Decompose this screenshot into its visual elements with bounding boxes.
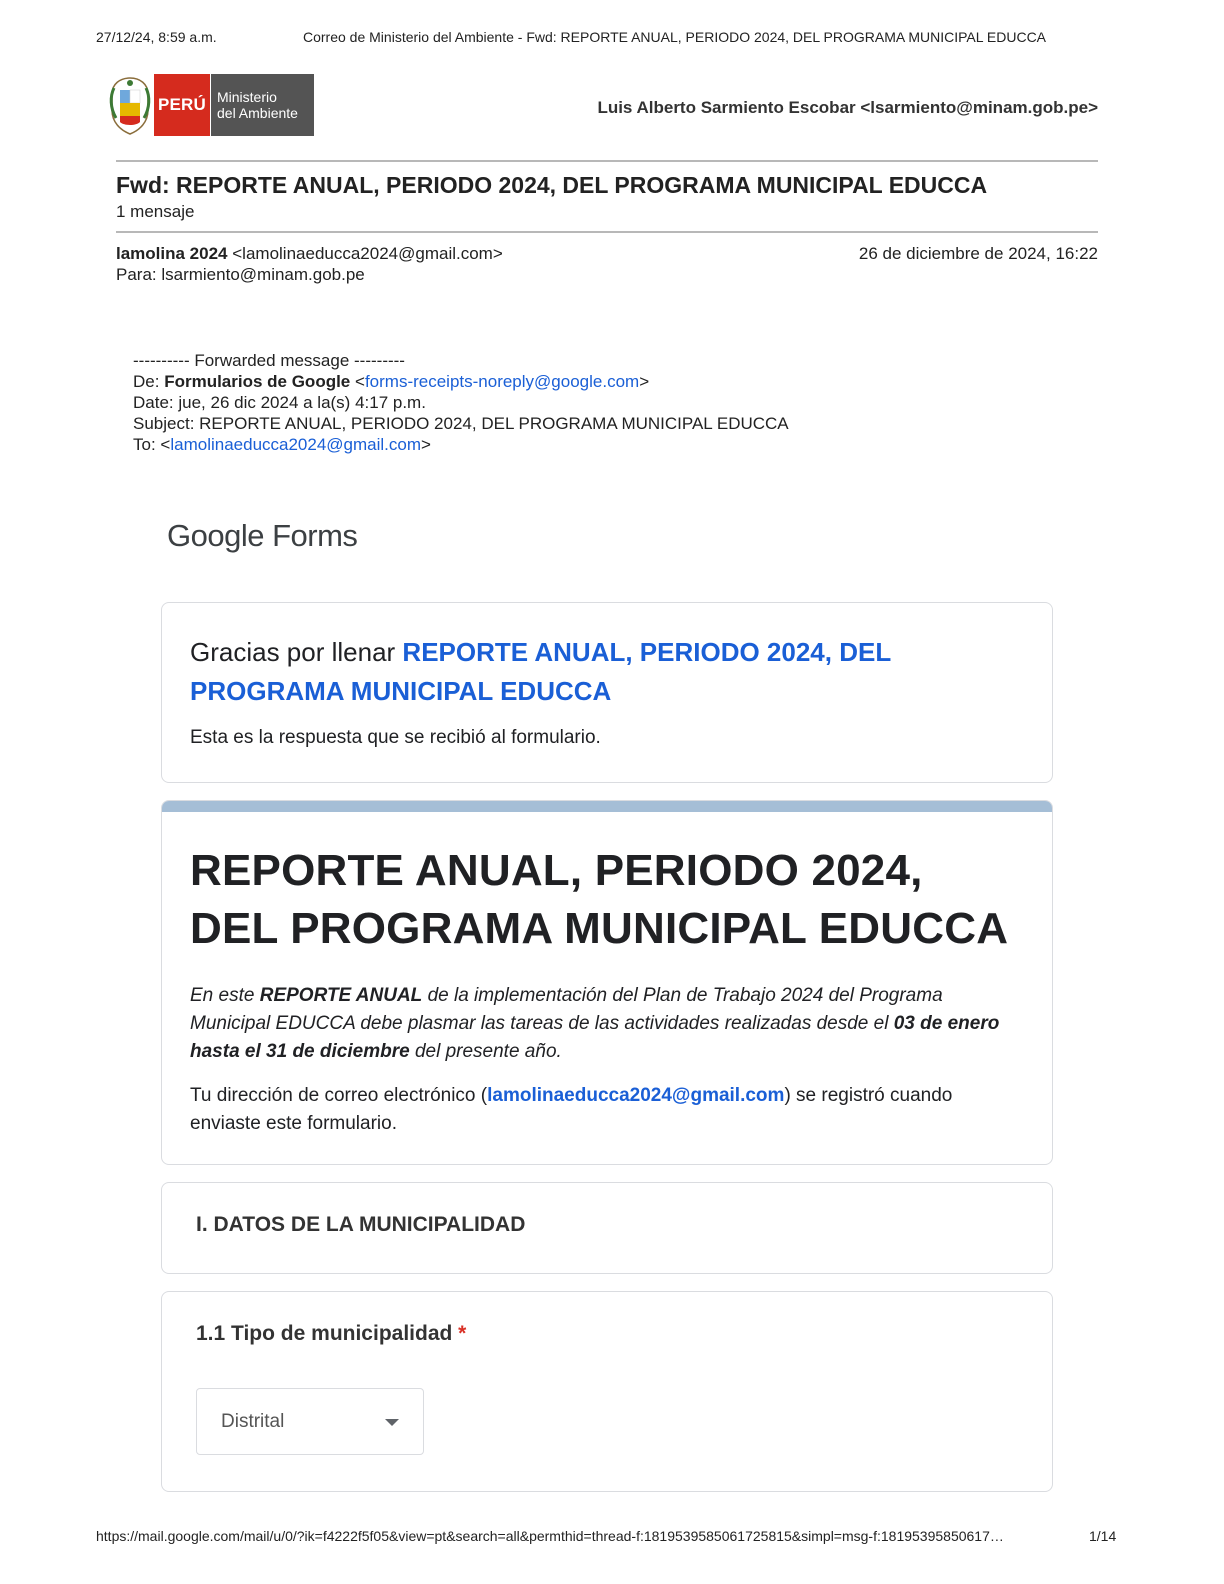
email-note-suffix: ) se registró cuando enviaste este formulario.	[190, 1085, 953, 1134]
dropdown-arrow-icon	[385, 1419, 399, 1426]
print-page-number: 1/14	[1089, 1528, 1117, 1544]
sender-email: <lamolinaeducca2024@gmail.com>	[232, 244, 503, 263]
email-note-prefix: Tu dirección de correo electrónico (	[190, 1085, 488, 1106]
section-card	[161, 1182, 1053, 1274]
forwarded-date: Date: jue, 26 dic 2024 a la(s) 4:17 p.m.	[133, 393, 426, 412]
form-accent-bar	[162, 801, 1052, 812]
thread-subject: Fwd: REPORTE ANUAL, PERIODO 2024, DEL PROGRAMA MUNICIPAL EDUCCA	[116, 172, 988, 198]
forwarded-separator: ---------- Forwarded message ---------	[133, 351, 405, 370]
ministry-line-1: Ministerio	[217, 89, 277, 105]
question-text: 1.1 Tipo de municipalidad	[196, 1322, 453, 1345]
print-url: https://mail.google.com/mail/u/0/?ik=f4222f5f05&view=pt&search=all&permthid=thread-f:1819539585061725815&simpl=msg-f:18195395850617…	[96, 1528, 1004, 1544]
section-title: I. DATOS DE LA MUNICIPALIDAD	[196, 1213, 526, 1236]
forms-wordmark: Forms	[272, 518, 358, 553]
thanks-prefix: Gracias por llenar	[190, 637, 403, 667]
print-title: Correo de Ministerio del Ambiente - Fwd: REPORTE ANUAL, PERIODO 2024, DEL PROGRAMA MUNICIPAL EDUCCA	[303, 29, 1047, 45]
question-card	[161, 1291, 1053, 1492]
form-title	[190, 842, 1024, 958]
peru-label: PERÚ	[154, 74, 210, 136]
divider-top	[116, 160, 1098, 162]
google-forms-logo	[167, 518, 357, 554]
message-date: 26 de diciembre de 2024, 16:22	[858, 244, 1098, 263]
form-description	[190, 982, 1024, 1066]
required-mark: *	[458, 1322, 467, 1345]
from-label: De:	[133, 372, 165, 391]
peru-coat-of-arms-icon	[108, 74, 152, 136]
ministry-label	[210, 74, 314, 136]
thread-count: 1 mensaje	[116, 202, 195, 221]
from-name: Formularios de Google	[164, 372, 351, 391]
email-record-note	[190, 1082, 1024, 1138]
thanks-card	[161, 602, 1053, 783]
account-name: Luis Alberto Sarmiento Escobar <lsarmiento@minam.gob.pe>	[597, 98, 1098, 117]
forwarded-from: De: Formularios de Google <forms-receipts-noreply@google.com>	[133, 372, 650, 391]
minam-logo	[108, 74, 314, 136]
desc-part-4: 03 de enero hasta el 31 de diciembre	[190, 1013, 1000, 1062]
desc-part-5: del presente año.	[409, 1041, 562, 1062]
municipality-type-select[interactable]	[196, 1388, 424, 1455]
respondent-email[interactable]: lamolinaeducca2024@gmail.com	[487, 1085, 785, 1106]
forwarded-to: To: <lamolinaeducca2024@gmail.com>	[133, 435, 431, 454]
form-title-line-2: DEL PROGRAMA MUNICIPAL EDUCCA	[190, 904, 1009, 953]
message-sender	[116, 244, 503, 264]
form-header-card	[161, 800, 1053, 1165]
forwarded-subject: Subject: REPORTE ANUAL, PERIODO 2024, DEL PROGRAMA MUNICIPAL EDUCCA	[133, 414, 789, 433]
forwarded-message-header	[133, 350, 789, 455]
to-label: To:	[133, 435, 161, 454]
desc-part-3: de la implementación del Plan de Trabajo 2024 del Programa Municipal EDUCCA debe plasmar las tareas de las actividades realizadas desde el	[190, 985, 943, 1034]
thanks-text	[190, 633, 1024, 711]
to-email-link[interactable]: lamolinaeducca2024@gmail.com	[170, 435, 422, 454]
print-datetime: 27/12/24, 8:59 a.m.	[96, 29, 217, 45]
desc-part-1: En este	[190, 985, 260, 1006]
ministry-line-2: del Ambiente	[217, 105, 298, 121]
form-title-link[interactable]: REPORTE ANUAL, PERIODO 2024, DEL PROGRAMA MUNICIPAL EDUCCA	[190, 637, 891, 706]
divider-middle	[116, 231, 1098, 233]
desc-part-2: REPORTE ANUAL	[259, 985, 423, 1006]
sender-name: lamolina 2024	[116, 244, 228, 263]
message-recipient: Para: lsarmiento@minam.gob.pe	[116, 265, 365, 284]
thanks-subtitle: Esta es la respuesta que se recibió al formulario.	[190, 727, 601, 748]
from-email-link[interactable]: forms-receipts-noreply@google.com	[364, 372, 640, 391]
google-wordmark: Google	[167, 518, 264, 553]
form-title-line-1: REPORTE ANUAL, PERIODO 2024,	[190, 846, 923, 895]
question-label	[196, 1322, 1052, 1346]
selected-value: Distrital	[221, 1410, 285, 1432]
